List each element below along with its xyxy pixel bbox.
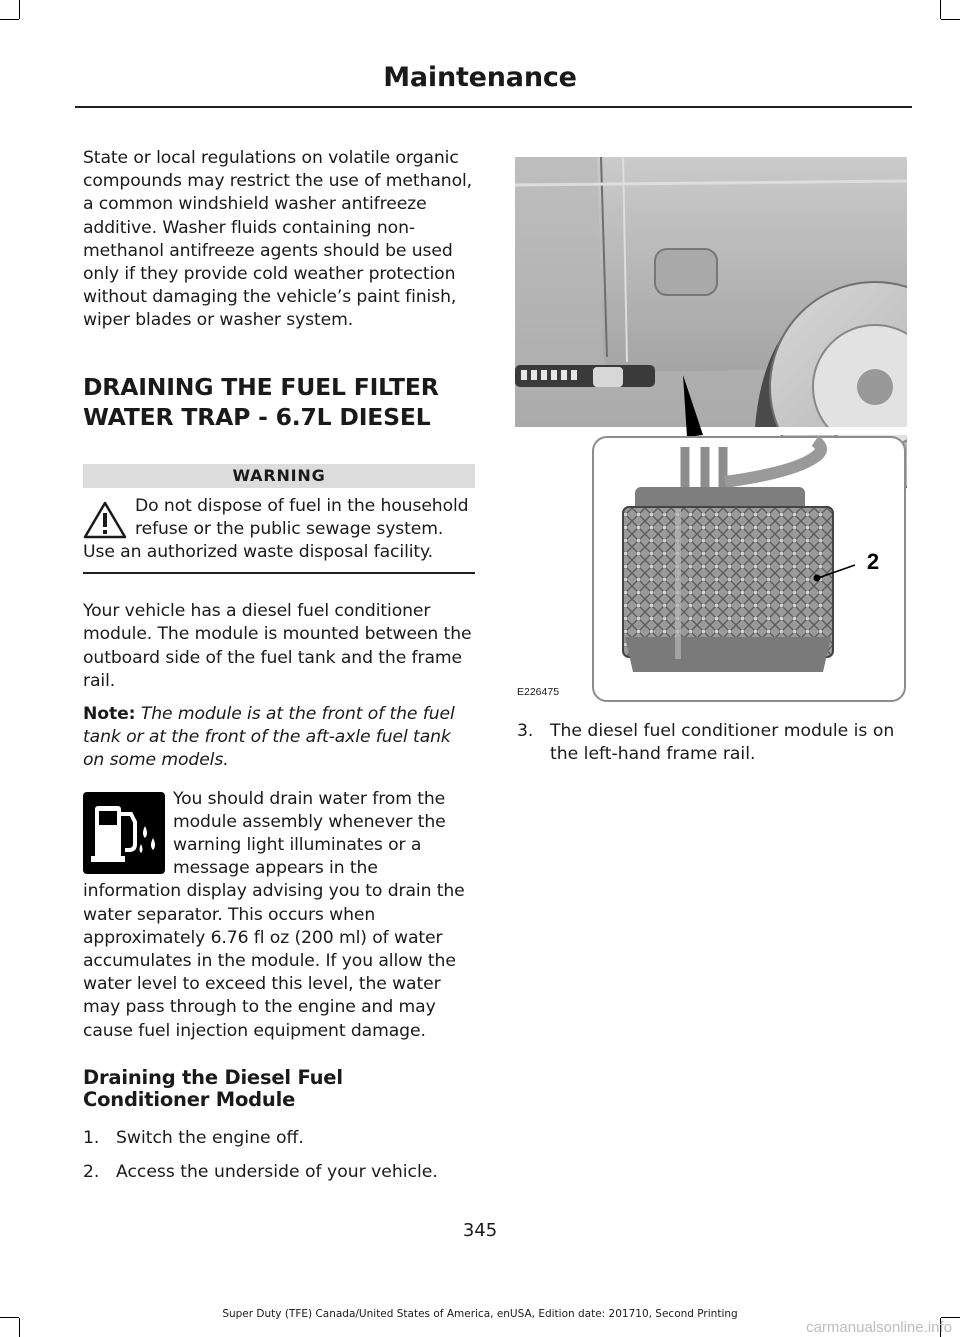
- drain-instructions-text: You should drain water from the module assembly whenever the warning light illuminates or a message appears in the information display advising you to drain the water separator. This occurs when approximately 6.76 fl oz (200 ml) of water accumulates in the module. If you allow the water level to exceed this level, the water may pass through to the engine and may cause fuel injection equipment damage.: [83, 788, 465, 1041]
- watermark: carmanualsonline.info: [806, 1319, 952, 1336]
- intro-paragraph: State or local regulations on volatile organic compounds may restrict the use of methanol, a common windshield washer antifreeze additive. Washer fluids containing non-methanol antifreeze agents should be used only if they provide cold weather protection without damaging the vehicle’s paint finish, wiper blades or washer system.: [83, 148, 473, 331]
- step-item: [83, 1127, 475, 1150]
- water-in-fuel-indicator-icon: [83, 792, 165, 874]
- section-heading: [83, 372, 475, 432]
- step-text: The diesel fuel conditioner module is on the left-hand frame rail.: [550, 721, 895, 765]
- crop-mark: [19, 0, 20, 19]
- drain-instructions: [83, 788, 475, 1043]
- warning-label: WARNING: [83, 464, 475, 488]
- subsection-heading-line1: Draining the Diesel Fuel: [83, 1065, 343, 1089]
- module-description: Your vehicle has a diesel fuel conditioner module. The module is mounted between the outboard side of the fuel tank and the frame rail.: [83, 601, 472, 691]
- page-section-title: Maintenance: [383, 62, 577, 93]
- section-heading-line1: DRAINING THE FUEL FILTER: [83, 372, 439, 401]
- step-text: Access the underside of your vehicle.: [116, 1162, 438, 1183]
- step-number: 1.: [83, 1127, 100, 1148]
- fuel-conditioner-figure: [515, 157, 907, 704]
- callout-dot: [814, 575, 821, 582]
- left-column: [83, 147, 475, 1184]
- callout-number: 2: [866, 549, 880, 574]
- header-rule: [75, 106, 912, 108]
- crop-mark: [0, 19, 19, 20]
- steps-list-right: [517, 720, 909, 766]
- warning-body: [83, 495, 475, 565]
- crop-mark: [940, 0, 941, 19]
- step-number: 3.: [517, 721, 534, 741]
- note: [83, 703, 475, 773]
- edition-footer: Super Duty (TFE) Canada/United States of America, enUSA, Edition date: 201710, Second Printing: [222, 1308, 738, 1320]
- step-item: [517, 720, 909, 766]
- subsection-heading: [83, 1067, 475, 1111]
- subsection-heading-line2: Conditioner Module: [83, 1087, 296, 1111]
- steps-list-left: [83, 1127, 475, 1184]
- figure-code: E226475: [517, 686, 560, 698]
- warning-box: [83, 464, 475, 575]
- crop-mark: [941, 19, 960, 20]
- note-label: Note:: [83, 704, 136, 725]
- page-number: 345: [462, 1220, 498, 1241]
- note-text: The module is at the front of the fuel tank or at the front of the aft-axle fuel tank on some models.: [83, 704, 455, 771]
- section-heading-line2: WATER TRAP - 6.7L DIESEL: [83, 402, 431, 431]
- step-text: Switch the engine off.: [116, 1127, 304, 1148]
- warning-triangle-icon: [83, 501, 127, 539]
- step-number: 2.: [83, 1162, 100, 1183]
- crop-mark: [19, 1318, 20, 1337]
- step-item: [83, 1161, 475, 1184]
- fuel-door: [655, 249, 717, 295]
- warning-text: Do not dispose of fuel in the household refuse or the public sewage system. Use an authorized waste disposal facility.: [83, 495, 469, 563]
- right-column: [517, 720, 909, 766]
